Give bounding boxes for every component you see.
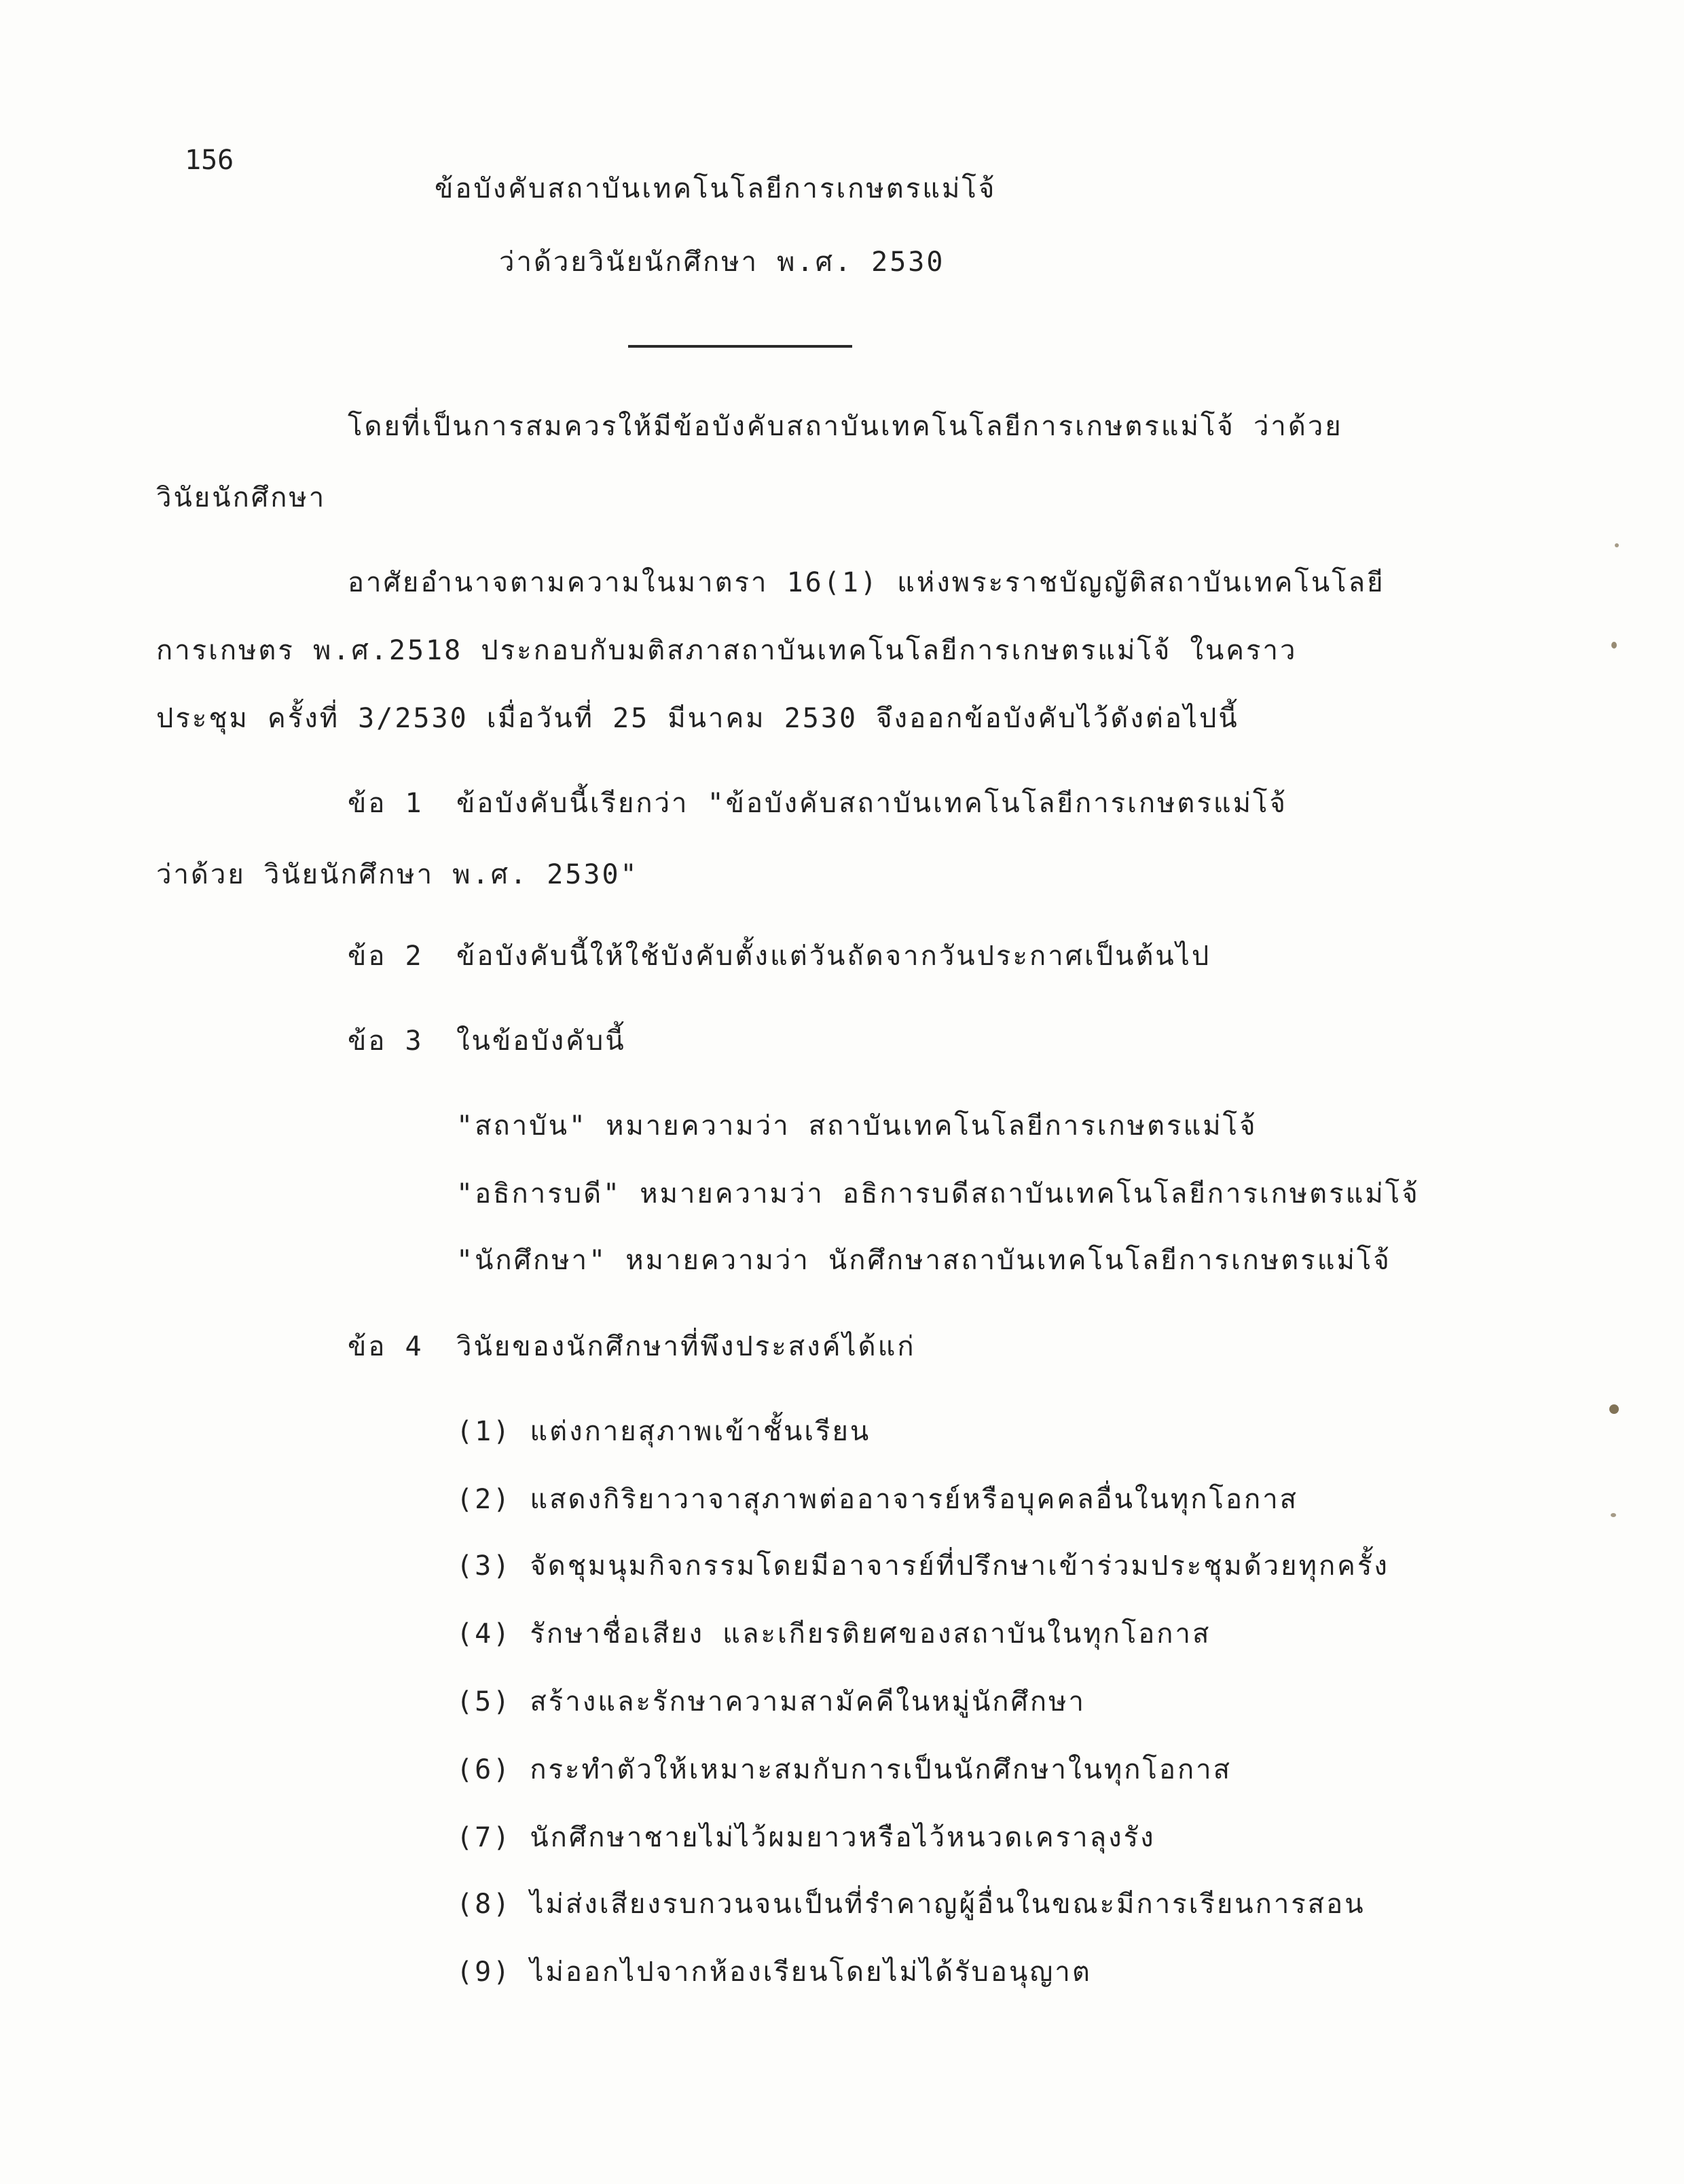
document-title: ข้อบังคับสถาบันเทคโนโลยีการเกษตรแม่โจ้ [435,173,997,204]
preamble-paragraph-1-line-2: วินัยนักศึกษา [156,482,327,513]
clause-2-label: ข้อ 2 [348,941,424,972]
definition-student: "นักศึกษา" หมายความว่า นักศึกษาสถาบันเทคโนโลยีการเกษตรแม่โจ้ [456,1245,1391,1276]
clause-1-line-2: ว่าด้วย วินัยนักศึกษา พ.ศ. 2530" [156,859,639,890]
discipline-item: (9) ไม่ออกไปจากห้องเรียนโดยไม่ได้รับอนุญาต [456,1956,1092,1988]
discipline-item: (6) กระทำตัวให้เหมาะสมกับการเป็นนักศึกษาในทุกโอกาส [456,1754,1232,1785]
preamble-paragraph-2-line-2: การเกษตร พ.ศ.2518 ประกอบกับมติสภาสถาบันเทคโนโลยีการเกษตรแม่โจ้ ในคราว [156,635,1298,666]
clause-3-label: ข้อ 3 [348,1025,424,1057]
scan-speck [1611,1513,1616,1517]
preamble-paragraph-2-line-3: ประชุม ครั้งที่ 3/2530 เมื่อวันที่ 25 มีนาคม 2530 จึงออกข้อบังคับไว้ดังต่อไปนี้ [156,703,1239,734]
document-subtitle: ว่าด้วยวินัยนักศึกษา พ.ศ. 2530 [499,247,945,278]
definition-institute: "สถาบัน" หมายความว่า สถาบันเทคโนโลยีการเกษตรแม่โจ้ [456,1110,1258,1142]
clause-1-line-1: ข้อบังคับนี้เรียกว่า "ข้อบังคับสถาบันเทคโนโลยีการเกษตรแม่โจ้ [456,788,1287,819]
scan-speck [1609,1404,1619,1414]
discipline-item: (3) จัดชุมนุมกิจกรรมโดยมีอาจารย์ที่ปรึกษาเข้าร่วมประชุมด้วยทุกครั้ง [456,1550,1389,1582]
discipline-item: (8) ไม่ส่งเสียงรบกวนจนเป็นที่รำคาญผู้อื่นในขณะมีการเรียนการสอน [456,1889,1366,1920]
discipline-item: (1) แต่งกายสุภาพเข้าชั้นเรียน [456,1416,871,1447]
preamble-paragraph-1-line-1: โดยที่เป็นการสมควรให้มีข้อบังคับสถาบันเทคโนโลยีการเกษตรแม่โจ้ ว่าด้วย [348,411,1343,442]
page-number: 156 [185,145,234,176]
title-divider [628,345,852,348]
discipline-item: (7) นักศึกษาชายไม่ไว้ผมยาวหรือไว้หนวดเคราลุงรัง [456,1822,1156,1853]
discipline-item: (2) แสดงกิริยาวาจาสุภาพต่ออาจารย์หรือบุคคลอื่นในทุกโอกาส [456,1484,1299,1515]
clause-3-text: ในข้อบังคับนี้ [456,1025,626,1057]
discipline-item: (5) สร้างและรักษาความสามัคคีในหมู่นักศึกษา [456,1686,1086,1717]
clause-2-text: ข้อบังคับนี้ให้ใช้บังคับตั้งแต่วันถัดจากวันประกาศเป็นต้นไป [456,941,1211,972]
clause-1-label: ข้อ 1 [348,788,424,819]
discipline-item: (4) รักษาชื่อเสียง และเกียรติยศของสถาบันในทุกโอกาส [456,1618,1211,1650]
scan-speck [1611,642,1617,649]
clause-4-label: ข้อ 4 [348,1331,424,1362]
scan-speck [1615,543,1619,547]
clause-4-text: วินัยของนักศึกษาที่พึงประสงค์ได้แก่ [456,1331,916,1362]
definition-president: "อธิการบดี" หมายความว่า อธิการบดีสถาบันเทคโนโลยีการเกษตรแม่โจ้ [456,1178,1420,1209]
preamble-paragraph-2-line-1: อาศัยอำนาจตามความในมาตรา 16(1) แห่งพระราชบัญญัติสถาบันเทคโนโลยี [348,567,1385,598]
